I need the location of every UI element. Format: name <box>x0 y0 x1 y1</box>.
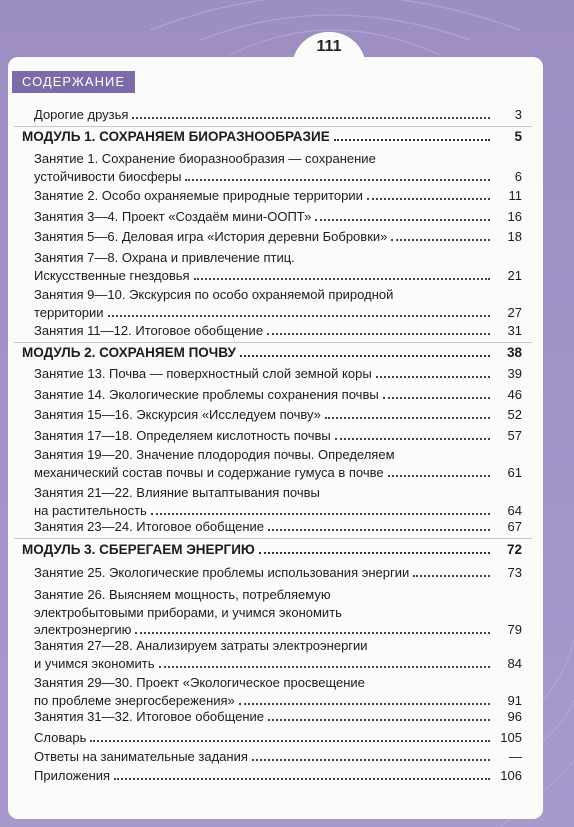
dot-leader <box>413 565 490 577</box>
dot-leader <box>108 305 490 317</box>
toc-page-number: 67 <box>507 519 522 534</box>
dot-leader <box>268 709 490 721</box>
toc-entry-title: на растительность <box>34 502 490 519</box>
toc-entry-title: МОДУЛЬ 3. СБЕРЕГАЕМ ЭНЕРГИЮ <box>22 541 490 558</box>
toc-page-number: 79 <box>507 622 522 637</box>
dot-leader <box>135 622 490 634</box>
dot-leader <box>252 749 490 761</box>
toc-page-number: 5 <box>514 129 522 144</box>
toc-page-number: 27 <box>507 304 522 320</box>
dot-leader <box>268 519 490 531</box>
toc-page-number: 21 <box>507 267 522 283</box>
dot-leader <box>90 730 490 742</box>
toc-page-number: 46 <box>507 387 522 402</box>
toc-entry-title: территории <box>34 304 490 321</box>
dot-leader <box>315 209 490 221</box>
toc-page-number: 39 <box>507 366 522 381</box>
toc-entry-title: устойчивости биосферы <box>34 168 490 185</box>
toc-entry-title: Занятия 29—30. Проект «Экологическое просвещение <box>34 675 365 690</box>
toc-entry-title: Занятия 9—10. Экскурсия по особо охраняемой природной <box>34 287 394 302</box>
toc-page-number: — <box>509 749 522 764</box>
toc-page-number: 96 <box>507 709 522 724</box>
toc-entry-title: по проблеме энергосбережения» <box>34 692 490 709</box>
toc-entry-title: Занятия 3—4. Проект «Создаём мини-ООПТ» <box>34 208 490 225</box>
dot-leader <box>267 323 490 335</box>
section-divider <box>14 538 532 539</box>
section-divider <box>14 342 532 343</box>
toc-entry-title: Занятия 21—22. Влияние вытаптывания почвы <box>34 485 320 500</box>
toc-entry-title: Занятия 23—24. Итоговое обобщение <box>34 518 490 535</box>
toc-entry-title: Занятие 2. Особо охраняемые природные территории <box>34 187 490 204</box>
section-divider <box>14 126 532 127</box>
dot-leader <box>239 693 490 705</box>
toc-entry-title: Занятие 26. Выясняем мощность, потребляемую <box>34 587 331 602</box>
toc-page-number: 52 <box>507 407 522 422</box>
toc-entry-title: Занятия 19—20. Значение плодородия почвы. Определяем <box>34 447 395 462</box>
toc-entry-title: Занятие 13. Почва — поверхностный слой земной коры <box>34 365 490 382</box>
toc-page-number: 64 <box>507 502 522 518</box>
toc-entry-title: Занятия 5—6. Деловая игра «История деревни Бобровки» <box>34 228 490 245</box>
toc-entry-title: механический состав почвы и содержание гумуса в почве <box>34 464 490 481</box>
toc-entry-title: Ответы на занимательные задания <box>34 748 490 765</box>
dot-leader <box>185 169 490 181</box>
toc-entry-title: Искусственные гнездовья <box>34 267 490 284</box>
dot-leader <box>132 107 490 119</box>
dot-leader <box>334 129 490 141</box>
toc-entry-title: Занятия 31—32. Итоговое обобщение <box>34 708 490 725</box>
toc-page-number: 105 <box>500 730 522 745</box>
toc-entry-title: Занятие 1. Сохранение биоразнообразия — сохранение <box>34 151 376 166</box>
toc-page-number: 61 <box>507 464 522 480</box>
dot-leader <box>383 387 490 399</box>
dot-leader <box>391 229 490 241</box>
toc-page-number: 57 <box>507 428 522 443</box>
toc-entry-title: Занятие 25. Экологические проблемы использования энергии <box>34 564 490 581</box>
toc-entry-title: Занятия 17—18. Определяем кислотность почвы <box>34 427 490 444</box>
page-number: 111 <box>316 38 342 55</box>
toc-page-number: 84 <box>507 655 522 671</box>
dot-leader <box>259 542 490 554</box>
dot-leader <box>159 656 490 668</box>
dot-leader <box>151 503 490 515</box>
toc-entry-title: Дорогие друзья <box>34 106 490 123</box>
toc-page-number: 91 <box>507 692 522 708</box>
toc-entry-title: электроэнергию <box>34 621 490 638</box>
toc-page-number: 6 <box>514 168 522 184</box>
dot-leader <box>376 366 490 378</box>
dot-leader <box>335 428 490 440</box>
toc-page-number: 18 <box>507 229 522 244</box>
dot-leader <box>325 407 490 419</box>
toc-entry-title: Занятия 27—28. Анализируем затраты электроэнергии <box>34 638 368 653</box>
toc-page-number: 11 <box>508 188 522 203</box>
toc-page-number: 106 <box>500 768 522 783</box>
toc-entry-title: Занятия 15—16. Экскурсия «Исследуем почву» <box>34 406 490 423</box>
toc-page-number: 3 <box>514 107 522 122</box>
dot-leader <box>388 465 490 477</box>
toc-page-number: 73 <box>507 565 522 580</box>
section-label: СОДЕРЖАНИЕ <box>12 71 135 93</box>
toc-page-number: 16 <box>507 209 522 224</box>
toc-page-number: 31 <box>507 323 522 338</box>
toc-page-number: 72 <box>506 542 522 557</box>
toc-entry-title: МОДУЛЬ 2. СОХРАНЯЕМ ПОЧВУ <box>22 344 490 361</box>
toc-entry-title: МОДУЛЬ 1. СОХРАНЯЕМ БИОРАЗНООБРАЗИЕ <box>22 128 490 145</box>
toc-entry-title: Занятия 11—12. Итоговое обобщение <box>34 322 490 339</box>
dot-leader <box>194 268 490 280</box>
toc-entry-title: Словарь <box>34 729 490 746</box>
toc-entry-title: электробытовыми приборами, и учимся экономить <box>34 604 342 620</box>
dot-leader <box>240 345 490 357</box>
toc-page-number: 38 <box>506 345 522 360</box>
dot-leader <box>114 768 490 780</box>
toc-entry-title: Занятие 14. Экологические проблемы сохранения почвы <box>34 386 490 403</box>
toc-entry-title: Занятия 7—8. Охрана и привлечение птиц. <box>34 250 295 265</box>
toc-entry-title: Приложения <box>34 767 490 784</box>
dot-leader <box>367 188 490 200</box>
toc-entry-title: и учимся экономить <box>34 655 490 672</box>
